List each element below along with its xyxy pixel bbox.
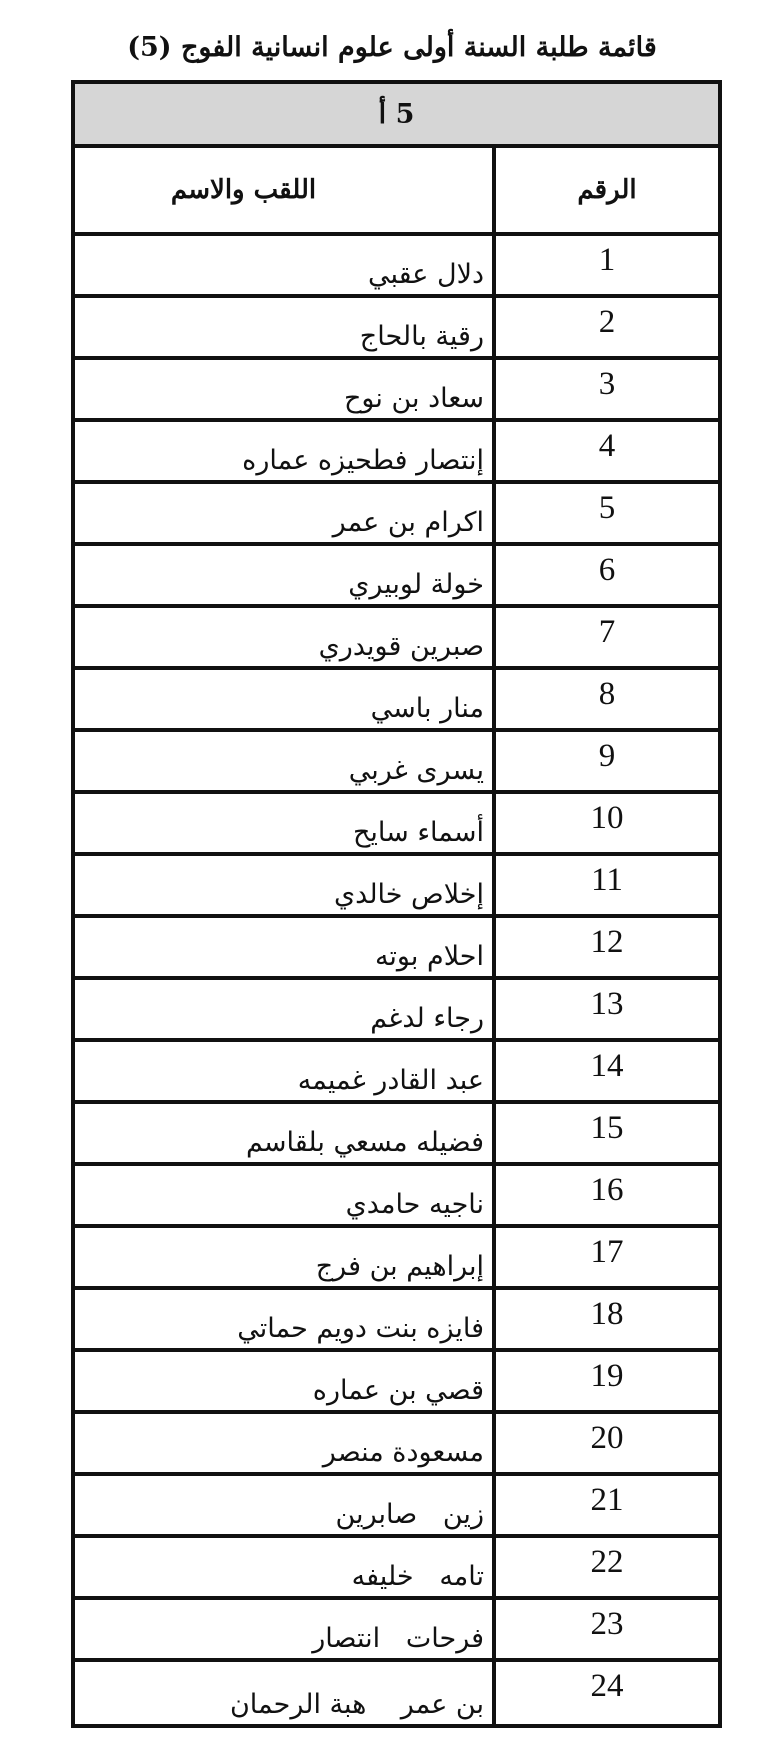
student-name-cell: رجاء لدغم <box>75 980 496 1038</box>
student-name-cell: يسرى غربي <box>75 732 496 790</box>
table-row <box>75 1538 718 1600</box>
table-body <box>75 236 718 1724</box>
student-name-cell: اكرام بن عمر <box>75 484 496 542</box>
table-row <box>75 1166 718 1228</box>
table-row <box>75 608 718 670</box>
number-column-header: الرقم <box>577 175 637 205</box>
student-number-cell: 22 <box>590 1544 624 1580</box>
student-number-cell: 7 <box>598 614 616 650</box>
table-row <box>75 1352 718 1414</box>
table-row <box>75 484 718 546</box>
student-number-cell: 6 <box>598 552 616 588</box>
table-row <box>75 546 718 608</box>
group-label: 5 أ <box>75 84 718 148</box>
table-header-row <box>75 148 718 236</box>
table-row <box>75 360 718 422</box>
student-name-cell: أسماء سايح <box>75 794 496 852</box>
student-number-cell: 8 <box>598 676 616 712</box>
student-number-cell: 16 <box>590 1172 624 1208</box>
student-number-cell: 18 <box>590 1296 624 1332</box>
student-name-cell: سعاد بن نوح <box>75 360 496 418</box>
student-name-cell: فضيله مسعي بلقاسم <box>75 1104 496 1162</box>
table-row <box>75 1228 718 1290</box>
student-name-cell: فايزه بنت دويم حماتي <box>75 1290 496 1348</box>
student-name-cell: عبد القادر غميمه <box>75 1042 496 1100</box>
student-name-cell: بن عمر هبة الرحمان <box>75 1662 496 1724</box>
page-title: قائمة طلبة السنة أولى علوم انسانية الفوج (5) <box>127 32 657 63</box>
student-number-cell: 24 <box>590 1668 624 1704</box>
student-number-cell: 11 <box>591 862 623 898</box>
student-name-cell: احلام بوته <box>75 918 496 976</box>
student-name-cell: رقية بالحاج <box>75 298 496 356</box>
student-name-cell: خولة لوبيري <box>75 546 496 604</box>
table-row <box>75 732 718 794</box>
student-number-cell: 10 <box>590 800 624 836</box>
student-number-cell: 14 <box>590 1048 624 1084</box>
student-list-table <box>71 80 722 1728</box>
student-name-cell: منار باسي <box>75 670 496 728</box>
table-row <box>75 1662 718 1724</box>
table-row <box>75 298 718 360</box>
student-number-cell: 4 <box>598 428 616 464</box>
table-row <box>75 1600 718 1662</box>
student-name-cell: ناجيه حامدي <box>75 1166 496 1224</box>
student-name-cell: إبراهيم بن فرج <box>75 1228 496 1286</box>
table-row <box>75 1042 718 1104</box>
student-name-cell: دلال عقبي <box>75 236 496 294</box>
table-row <box>75 1104 718 1166</box>
student-name-cell: مسعودة منصر <box>75 1414 496 1472</box>
student-number-cell: 15 <box>590 1110 624 1146</box>
student-name-cell: زين صابرين <box>75 1476 496 1534</box>
student-number-cell: 13 <box>590 986 624 1022</box>
table-row <box>75 236 718 298</box>
student-name-cell: تامه خليفه <box>75 1538 496 1596</box>
table-row <box>75 670 718 732</box>
table-row <box>75 856 718 918</box>
table-row <box>75 1414 718 1476</box>
student-name-cell: قصي بن عماره <box>75 1352 496 1410</box>
student-number-cell: 2 <box>598 304 616 340</box>
student-number-cell: 1 <box>598 242 616 278</box>
student-number-cell: 23 <box>590 1606 624 1642</box>
student-name-cell: إخلاص خالدي <box>75 856 496 914</box>
student-number-cell: 17 <box>590 1234 624 1270</box>
student-name-cell: فرحات انتصار <box>75 1600 496 1658</box>
student-number-cell: 3 <box>598 366 616 402</box>
student-name-cell: إنتصار فطحيزه عماره <box>75 422 496 480</box>
student-number-cell: 9 <box>598 738 616 774</box>
name-column-header: اللقب والاسم <box>75 148 496 232</box>
table-row <box>75 980 718 1042</box>
table-row <box>75 1290 718 1352</box>
student-name-cell: صبرين قويدري <box>75 608 496 666</box>
student-number-cell: 21 <box>590 1482 624 1518</box>
student-number-cell: 12 <box>590 924 624 960</box>
table-row <box>75 794 718 856</box>
table-row <box>75 1476 718 1538</box>
student-number-cell: 19 <box>590 1358 624 1394</box>
student-number-cell: 5 <box>598 490 616 526</box>
table-row <box>75 918 718 980</box>
table-row <box>75 422 718 484</box>
student-number-cell: 20 <box>590 1420 624 1456</box>
